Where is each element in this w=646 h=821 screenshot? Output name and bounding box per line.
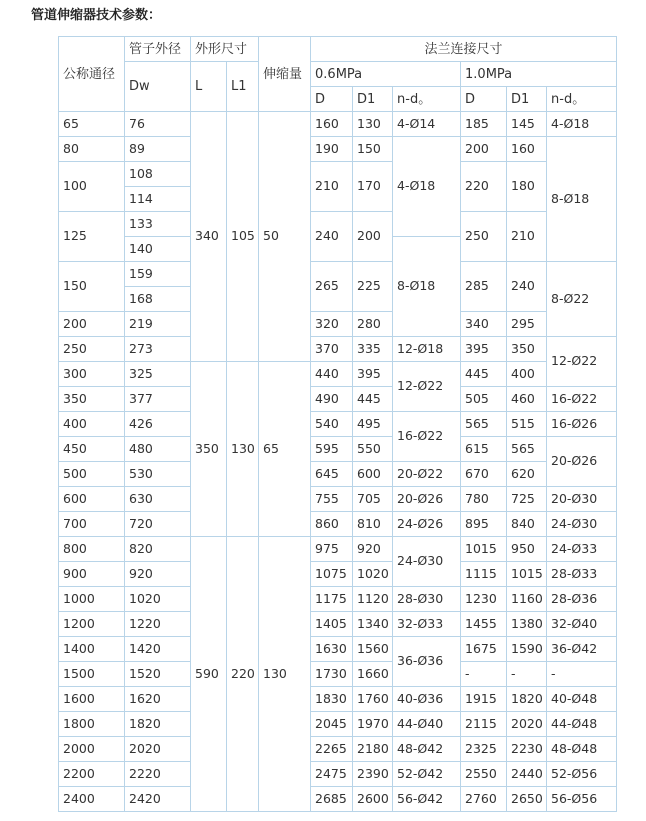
header-nominal: 公称通径	[59, 37, 125, 112]
table-row	[59, 787, 617, 812]
flange-06-d1-cell: 495	[353, 412, 393, 437]
header-d-10: D	[461, 87, 507, 112]
flange-10-d1-cell: 1380	[507, 612, 547, 637]
nominal-diameter-cell: 400	[59, 412, 125, 437]
flange-06-nd-cell: 8-Ø18	[393, 237, 461, 337]
pipe-od-cell: 720	[125, 512, 191, 537]
pipe-od-cell: 426	[125, 412, 191, 437]
flange-10-d-cell: 1115	[461, 562, 507, 587]
flange-10-nd-cell: 20-Ø26	[547, 437, 617, 487]
flange-06-d-cell: 1730	[311, 662, 353, 687]
flange-06-d1-cell: 225	[353, 262, 393, 312]
flange-10-nd-cell: 28-Ø36	[547, 587, 617, 612]
flange-10-d1-cell: 515	[507, 412, 547, 437]
flange-06-d-cell: 2685	[311, 787, 353, 812]
pipe-od-cell: 820	[125, 537, 191, 562]
flange-10-d-cell: 615	[461, 437, 507, 462]
flange-06-d1-cell: 150	[353, 137, 393, 162]
flange-10-d-cell: 445	[461, 362, 507, 387]
flange-10-nd-cell: 8-Ø22	[547, 262, 617, 337]
flange-10-d-cell: 2115	[461, 712, 507, 737]
table-row	[59, 562, 617, 587]
header-l: L	[191, 62, 227, 112]
flange-10-d-cell: 185	[461, 112, 507, 137]
flange-06-d-cell: 540	[311, 412, 353, 437]
length-l1-cell: 220	[227, 537, 259, 812]
flange-06-nd-cell: 20-Ø22	[393, 462, 461, 487]
flange-10-d1-cell: -	[507, 662, 547, 687]
header-stretch: 伸缩量	[259, 37, 311, 112]
flange-10-d1-cell: 1015	[507, 562, 547, 587]
flange-06-d-cell: 595	[311, 437, 353, 462]
flange-06-nd-cell: 20-Ø26	[393, 487, 461, 512]
flange-10-d1-cell: 460	[507, 387, 547, 412]
flange-06-d-cell: 265	[311, 262, 353, 312]
pipe-od-cell: 108	[125, 162, 191, 187]
pipe-od-cell: 1520	[125, 662, 191, 687]
flange-10-nd-cell: 16-Ø22	[547, 387, 617, 412]
flange-10-d-cell: 395	[461, 337, 507, 362]
nominal-diameter-cell: 1800	[59, 712, 125, 737]
header-d1-06: D1	[353, 87, 393, 112]
table-row	[59, 612, 617, 637]
pipe-od-cell: 1620	[125, 687, 191, 712]
flange-10-d1-cell: 620	[507, 462, 547, 487]
header-pressure-06: 0.6MPa	[311, 62, 461, 87]
nominal-diameter-cell: 1600	[59, 687, 125, 712]
flange-06-nd-cell: 16-Ø22	[393, 412, 461, 462]
flange-06-d1-cell: 1560	[353, 637, 393, 662]
flange-10-nd-cell: 8-Ø18	[547, 137, 617, 262]
flange-10-d-cell: 2550	[461, 762, 507, 787]
nominal-diameter-cell: 250	[59, 337, 125, 362]
header-flange: 法兰连接尺寸	[311, 37, 617, 62]
length-l-cell: 590	[191, 537, 227, 812]
flange-06-d1-cell: 1660	[353, 662, 393, 687]
flange-06-d-cell: 160	[311, 112, 353, 137]
flange-06-d-cell: 645	[311, 462, 353, 487]
nominal-diameter-cell: 700	[59, 512, 125, 537]
flange-06-d1-cell: 600	[353, 462, 393, 487]
pipe-od-cell: 219	[125, 312, 191, 337]
pipe-od-cell: 2420	[125, 787, 191, 812]
pipe-od-cell: 133	[125, 212, 191, 237]
flange-06-d1-cell: 280	[353, 312, 393, 337]
flange-10-d-cell: 340	[461, 312, 507, 337]
table-row	[59, 637, 617, 662]
flange-06-d1-cell: 1970	[353, 712, 393, 737]
header-pressure-10: 1.0MPa	[461, 62, 617, 87]
nominal-diameter-cell: 1200	[59, 612, 125, 637]
nominal-diameter-cell: 900	[59, 562, 125, 587]
pipe-od-cell: 168	[125, 287, 191, 312]
pipe-od-cell: 273	[125, 337, 191, 362]
flange-10-d1-cell: 1590	[507, 637, 547, 662]
pipe-od-cell: 1820	[125, 712, 191, 737]
pipe-od-cell: 325	[125, 362, 191, 387]
table-row	[59, 362, 617, 387]
flange-10-d-cell: -	[461, 662, 507, 687]
table-row	[59, 387, 617, 412]
flange-10-d1-cell: 565	[507, 437, 547, 462]
flange-10-nd-cell: 28-Ø33	[547, 562, 617, 587]
flange-06-nd-cell: 40-Ø36	[393, 687, 461, 712]
table-row	[59, 762, 617, 787]
flange-06-nd-cell: 56-Ø42	[393, 787, 461, 812]
flange-06-d-cell: 370	[311, 337, 353, 362]
stretch-cell: 65	[259, 362, 311, 537]
pipe-od-cell: 76	[125, 112, 191, 137]
flange-06-nd-cell: 24-Ø26	[393, 512, 461, 537]
flange-10-nd-cell: 12-Ø22	[547, 337, 617, 387]
table-row	[59, 512, 617, 537]
flange-06-d-cell: 190	[311, 137, 353, 162]
flange-06-d1-cell: 920	[353, 537, 393, 562]
table-row	[59, 412, 617, 437]
flange-10-d-cell: 1455	[461, 612, 507, 637]
flange-10-d1-cell: 840	[507, 512, 547, 537]
flange-10-d-cell: 220	[461, 162, 507, 212]
flange-10-d-cell: 505	[461, 387, 507, 412]
flange-10-nd-cell: 20-Ø30	[547, 487, 617, 512]
spec-table	[58, 36, 617, 812]
flange-06-d-cell: 2045	[311, 712, 353, 737]
header-pipe-od: 管子外径	[125, 37, 191, 62]
pipe-od-cell: 1220	[125, 612, 191, 637]
pipe-od-cell: 630	[125, 487, 191, 512]
table-row	[59, 462, 617, 487]
pipe-od-cell: 2220	[125, 762, 191, 787]
flange-10-nd-cell: 24-Ø33	[547, 537, 617, 562]
flange-10-nd-cell: 44-Ø48	[547, 712, 617, 737]
pipe-od-cell: 480	[125, 437, 191, 462]
stretch-cell: 130	[259, 537, 311, 812]
flange-10-d1-cell: 2440	[507, 762, 547, 787]
nominal-diameter-cell: 150	[59, 262, 125, 312]
flange-10-d1-cell: 2230	[507, 737, 547, 762]
flange-10-d1-cell: 180	[507, 162, 547, 212]
flange-10-nd-cell: -	[547, 662, 617, 687]
nominal-diameter-cell: 100	[59, 162, 125, 212]
table-row	[59, 112, 617, 137]
flange-06-nd-cell: 4-Ø14	[393, 112, 461, 137]
flange-10-d1-cell: 145	[507, 112, 547, 137]
pipe-od-cell: 530	[125, 462, 191, 487]
flange-06-d1-cell: 2180	[353, 737, 393, 762]
table-row	[59, 212, 617, 237]
nominal-diameter-cell: 1500	[59, 662, 125, 687]
flange-06-nd-cell: 28-Ø30	[393, 587, 461, 612]
flange-06-nd-cell: 12-Ø18	[393, 337, 461, 362]
flange-10-nd-cell: 32-Ø40	[547, 612, 617, 637]
pipe-od-cell: 140	[125, 237, 191, 262]
page-title: 管道伸缩器技术参数：	[31, 8, 162, 23]
flange-10-d1-cell: 210	[507, 212, 547, 262]
nominal-diameter-cell: 300	[59, 362, 125, 387]
table-row	[59, 337, 617, 362]
nominal-diameter-cell: 2000	[59, 737, 125, 762]
flange-06-d1-cell: 2390	[353, 762, 393, 787]
nominal-diameter-cell: 125	[59, 212, 125, 262]
table-row	[59, 487, 617, 512]
flange-10-d1-cell: 350	[507, 337, 547, 362]
table-row	[59, 537, 617, 562]
table-row	[59, 712, 617, 737]
nominal-diameter-cell: 2400	[59, 787, 125, 812]
flange-06-d-cell: 1075	[311, 562, 353, 587]
flange-06-nd-cell: 44-Ø40	[393, 712, 461, 737]
flange-10-nd-cell: 16-Ø26	[547, 412, 617, 437]
table-row	[59, 262, 617, 287]
nominal-diameter-cell: 350	[59, 387, 125, 412]
pipe-od-cell: 920	[125, 562, 191, 587]
flange-10-d-cell: 2325	[461, 737, 507, 762]
flange-06-d1-cell: 1760	[353, 687, 393, 712]
flange-10-d-cell: 1675	[461, 637, 507, 662]
flange-10-d-cell: 895	[461, 512, 507, 537]
flange-06-nd-cell: 32-Ø33	[393, 612, 461, 637]
flange-06-nd-cell: 24-Ø30	[393, 537, 461, 587]
header-nd-06: n-d。	[393, 87, 461, 112]
flange-10-d1-cell: 1160	[507, 587, 547, 612]
nominal-diameter-cell: 500	[59, 462, 125, 487]
flange-06-d-cell: 1630	[311, 637, 353, 662]
pipe-od-cell: 89	[125, 137, 191, 162]
flange-06-d-cell: 975	[311, 537, 353, 562]
flange-10-nd-cell: 4-Ø18	[547, 112, 617, 137]
flange-06-nd-cell: 36-Ø36	[393, 637, 461, 687]
flange-10-nd-cell: 56-Ø56	[547, 787, 617, 812]
nominal-diameter-cell: 450	[59, 437, 125, 462]
flange-06-d1-cell: 130	[353, 112, 393, 137]
nominal-diameter-cell: 200	[59, 312, 125, 337]
flange-06-d-cell: 1175	[311, 587, 353, 612]
header-dw: Dw	[125, 62, 191, 112]
length-l1-cell: 105	[227, 112, 259, 362]
table-row	[59, 737, 617, 762]
flange-06-d1-cell: 1020	[353, 562, 393, 587]
length-l1-cell: 130	[227, 362, 259, 537]
flange-06-d1-cell: 445	[353, 387, 393, 412]
pipe-od-cell: 1020	[125, 587, 191, 612]
flange-10-d1-cell: 295	[507, 312, 547, 337]
flange-10-d1-cell: 1820	[507, 687, 547, 712]
flange-06-nd-cell: 12-Ø22	[393, 362, 461, 412]
flange-06-d1-cell: 1120	[353, 587, 393, 612]
flange-06-d-cell: 210	[311, 162, 353, 212]
flange-10-nd-cell: 24-Ø30	[547, 512, 617, 537]
flange-10-d-cell: 1915	[461, 687, 507, 712]
nominal-diameter-cell: 800	[59, 537, 125, 562]
flange-06-d-cell: 2475	[311, 762, 353, 787]
flange-06-nd-cell: 4-Ø18	[393, 137, 461, 237]
nominal-diameter-cell: 80	[59, 137, 125, 162]
flange-10-d-cell: 565	[461, 412, 507, 437]
flange-10-d-cell: 780	[461, 487, 507, 512]
flange-10-d1-cell: 2650	[507, 787, 547, 812]
flange-06-d1-cell: 200	[353, 212, 393, 262]
pipe-od-cell: 114	[125, 187, 191, 212]
header-d1-10: D1	[507, 87, 547, 112]
header-nd-10: n-d。	[547, 87, 617, 112]
table-row	[59, 687, 617, 712]
nominal-diameter-cell: 1000	[59, 587, 125, 612]
flange-06-d-cell: 440	[311, 362, 353, 387]
flange-10-d1-cell: 725	[507, 487, 547, 512]
flange-06-d-cell: 755	[311, 487, 353, 512]
flange-06-d-cell: 320	[311, 312, 353, 337]
flange-10-d-cell: 1015	[461, 537, 507, 562]
flange-06-d1-cell: 395	[353, 362, 393, 387]
nominal-diameter-cell: 2200	[59, 762, 125, 787]
flange-10-nd-cell: 52-Ø56	[547, 762, 617, 787]
flange-06-d-cell: 490	[311, 387, 353, 412]
flange-06-d-cell: 1830	[311, 687, 353, 712]
flange-06-d1-cell: 810	[353, 512, 393, 537]
flange-06-d1-cell: 2600	[353, 787, 393, 812]
flange-10-d1-cell: 240	[507, 262, 547, 312]
flange-10-d-cell: 285	[461, 262, 507, 312]
flange-10-d-cell: 250	[461, 212, 507, 262]
flange-10-nd-cell: 40-Ø48	[547, 687, 617, 712]
header-d-06: D	[311, 87, 353, 112]
table-row	[59, 662, 617, 687]
table-row	[59, 137, 617, 162]
flange-06-d1-cell: 170	[353, 162, 393, 212]
pipe-od-cell: 377	[125, 387, 191, 412]
table-row	[59, 587, 617, 612]
header-outline: 外形尺寸	[191, 37, 259, 62]
length-l-cell: 350	[191, 362, 227, 537]
flange-10-nd-cell: 48-Ø48	[547, 737, 617, 762]
pipe-od-cell: 159	[125, 262, 191, 287]
nominal-diameter-cell: 1400	[59, 637, 125, 662]
table-row	[59, 162, 617, 187]
flange-10-d-cell: 670	[461, 462, 507, 487]
table-row	[59, 312, 617, 337]
flange-06-d1-cell: 550	[353, 437, 393, 462]
length-l-cell: 340	[191, 112, 227, 362]
flange-10-d1-cell: 2020	[507, 712, 547, 737]
flange-06-d-cell: 240	[311, 212, 353, 262]
stretch-cell: 50	[259, 112, 311, 362]
flange-10-d1-cell: 400	[507, 362, 547, 387]
flange-06-d1-cell: 335	[353, 337, 393, 362]
header-l1: L1	[227, 62, 259, 112]
flange-10-d-cell: 2760	[461, 787, 507, 812]
flange-06-d-cell: 2265	[311, 737, 353, 762]
flange-10-d1-cell: 950	[507, 537, 547, 562]
table-row	[59, 437, 617, 462]
flange-06-d1-cell: 705	[353, 487, 393, 512]
flange-06-d1-cell: 1340	[353, 612, 393, 637]
nominal-diameter-cell: 600	[59, 487, 125, 512]
flange-10-d-cell: 1230	[461, 587, 507, 612]
flange-06-nd-cell: 52-Ø42	[393, 762, 461, 787]
flange-10-nd-cell: 36-Ø42	[547, 637, 617, 662]
flange-06-nd-cell: 48-Ø42	[393, 737, 461, 762]
flange-06-d-cell: 860	[311, 512, 353, 537]
pipe-od-cell: 2020	[125, 737, 191, 762]
pipe-od-cell: 1420	[125, 637, 191, 662]
flange-10-d-cell: 200	[461, 137, 507, 162]
flange-06-d-cell: 1405	[311, 612, 353, 637]
nominal-diameter-cell: 65	[59, 112, 125, 137]
flange-10-d1-cell: 160	[507, 137, 547, 162]
